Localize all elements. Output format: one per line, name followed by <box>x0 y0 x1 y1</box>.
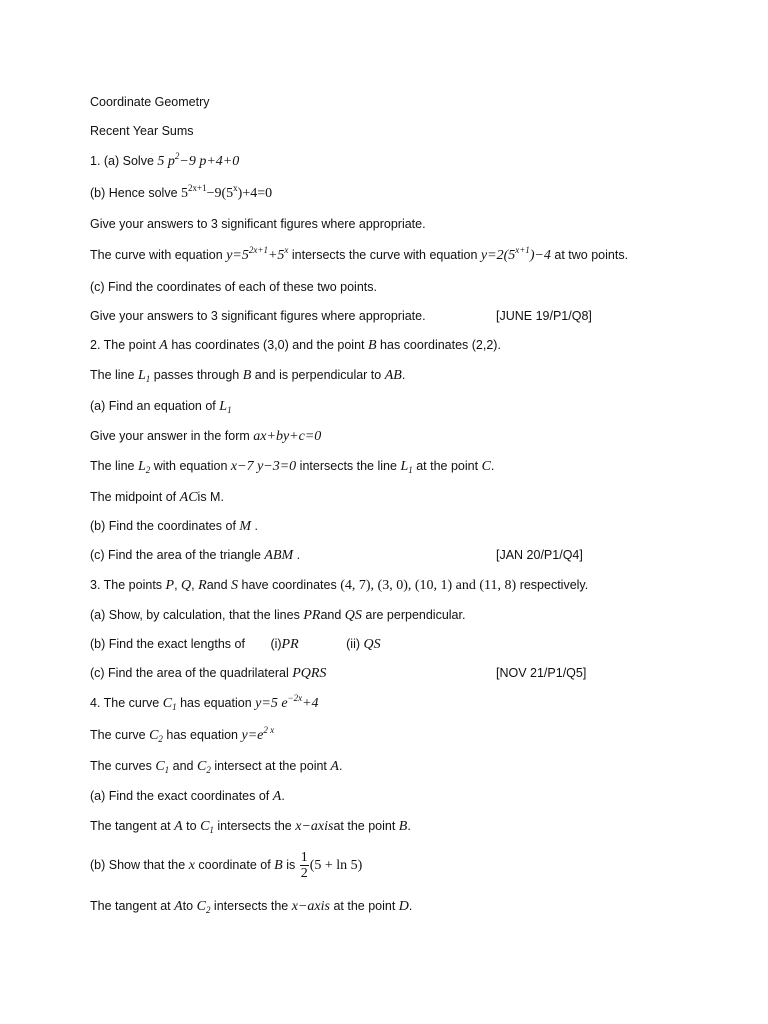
q2-part-c: (c) Find the area of the triangle ABM . <box>90 548 301 563</box>
document-title: Coordinate Geometry <box>90 95 210 109</box>
q2-l2-equation: x−7 y−3=0 <box>230 459 297 474</box>
q4-c2-equation: $y=e^{2 x}$ <box>241 725 275 743</box>
q2-part-a: (a) Find an equation of $L_1$ <box>90 399 232 415</box>
q1-sf-note: Give your answers to 3 significant figures where appropriate. <box>90 217 426 231</box>
q2-form: Give your answer in the form ax+by+c=0 <box>90 429 322 444</box>
document-subtitle: Recent Year Sums <box>90 124 194 138</box>
q3-part-b: (b) Find the exact lengths of (i)PR (ii) QS <box>90 637 381 652</box>
q4-b-expression: (5 + ln 5) <box>309 858 363 873</box>
q3-exam-ref: [NOV 21/P1/Q5] <box>496 666 587 680</box>
q1-part-a: 1. (a) Solve 5 $p^2-9$ p+4+0 <box>90 151 240 169</box>
q1-sf-note-2: Give your answers to 3 significant figures where appropriate. <box>90 309 426 323</box>
q2-intro: 2. The point A has coordinates (3,0) and the point B has coordinates (2,2). <box>90 338 501 353</box>
q4-c1-equation: y=5 $e^{-2x}+4$ <box>255 693 319 711</box>
q4-curve-c1: 4. The curve $C_1$ has equation y=5 $e^{-2x}+4$ <box>90 693 319 712</box>
q2-midpoint: The midpoint of ACis M. <box>90 490 224 505</box>
q4-tangent-1: The tangent at A to $C_1$ intersects the x−axisat the point B. <box>90 819 411 835</box>
q1-part-c: (c) Find the coordinates of each of these two points. <box>90 280 377 294</box>
q1-curve-statement: The curve with equation $y=5^{2x+1}+5^x$ intersects the curve with equation $y=2(5^{x+1})-4$ at two points. <box>90 245 629 263</box>
q1-a-equation: 5 $p^2-9$ p+4+0 <box>157 151 240 169</box>
q2-exam-ref: [JAN 20/P1/Q4] <box>496 548 583 562</box>
q2-line-l1: The line $L_1$ passes through B and is perpendicular to AB. <box>90 368 406 384</box>
q3-part-a: (a) Show, by calculation, that the lines PRand QS are perpendicular. <box>90 608 466 623</box>
q4-fraction-half: $\frac{1}{2}$ <box>300 850 308 882</box>
q3-intro: 3. The points P, Q, Rand S have coordinates (4, 7), (3, 0), (10, 1) and (11, 8) respectively. <box>90 578 589 593</box>
q4-intersection: The curves $C_1$ and $C_2$ intersect at the point A. <box>90 759 343 775</box>
q1-curve-eq-1: $y=5^{2x+1}+5^x$ <box>226 245 289 263</box>
q1-exam-ref: [JUNE 19/P1/Q8] <box>496 309 592 323</box>
q4-part-b: (b) Show that the x coordinate of B is $\frac{1}{2}$ (5 + ln 5) <box>90 850 363 882</box>
q4-curve-c2: The curve $C_2$ has equation $y=e^{2 x}$ <box>90 725 275 744</box>
q3-coordinates: (4, 7), (3, 0), (10, 1) and (11, 8) <box>340 578 517 593</box>
q1-part-b: (b) Hence solve $5^{2x+1}-9(5^x)+4=0$ <box>90 183 273 201</box>
q2-line-l2: The line $L_2$ with equation x−7 y−3=0 intersects the line $L_1$ at the point C. <box>90 459 495 475</box>
q4-tangent-2: The tangent at Ato $C_2$ intersects the x−axis at the point D. <box>90 899 413 915</box>
q2-form-equation: ax+by+c=0 <box>253 429 322 444</box>
q4-part-a: (a) Find the exact coordinates of A. <box>90 789 285 804</box>
q2-part-b: (b) Find the coordinates of M . <box>90 519 259 534</box>
q1-b-equation: $5^{2x+1}-9(5^x)+4=0$ <box>181 183 273 201</box>
q3-part-c: (c) Find the area of the quadrilateral PQRS <box>90 666 327 681</box>
q1-curve-eq-2: $y=2(5^{x+1})-4$ <box>480 245 551 263</box>
